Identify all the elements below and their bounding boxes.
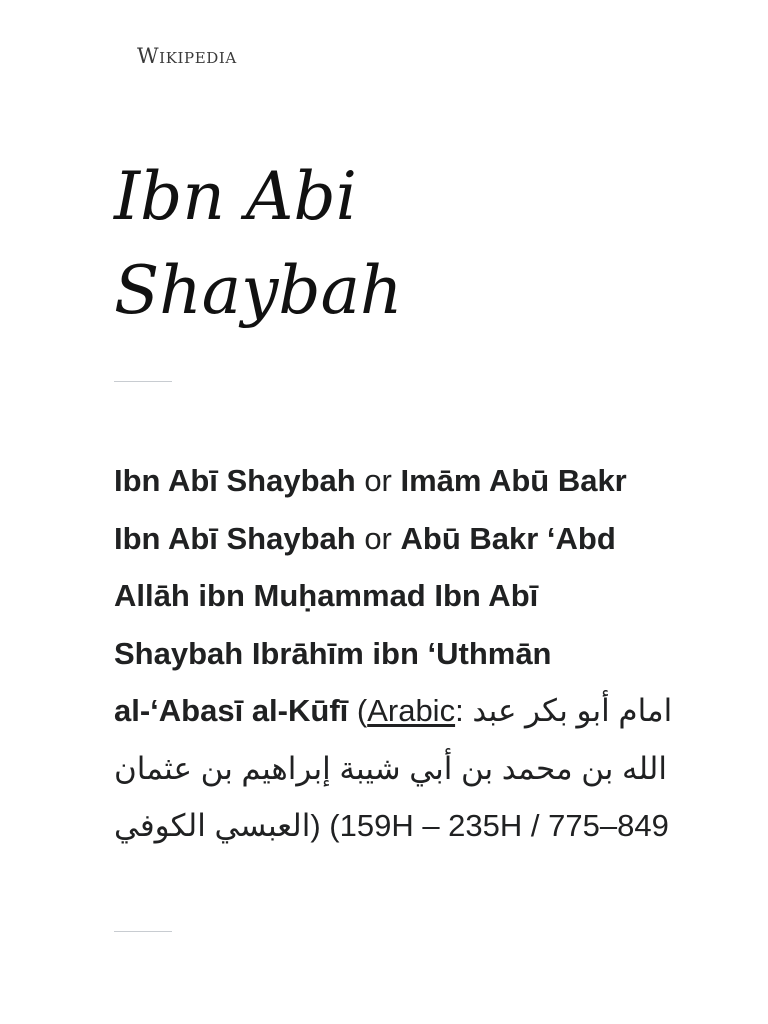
section-divider: [114, 931, 172, 932]
open-paren: (: [348, 693, 368, 728]
connector-or-1: or: [355, 463, 401, 498]
page-title: [114, 150, 674, 338]
name-variant-3: Abū Bakr ‘Abd Allāh ibn Muḥammad Ibn Abī Shaybah Ibrāhīm ibn ‘Uthmān al-‘Abasī al-Kūfī: [114, 520, 616, 728]
arabic-name: امام أبو بكر عبد الله بن محمد بن أبي شيبة إبراهيم بن عثمان العبسي الكوفي: [114, 693, 673, 843]
name-variant-1: Ibn Abī Shaybah: [114, 463, 356, 498]
colon: :: [455, 693, 473, 728]
arabic-language-link[interactable]: Arabic: [367, 693, 456, 728]
name-variant-2: Imām Abū Bakr Ibn Abī Shaybah: [114, 463, 627, 556]
lead-paragraph: [114, 452, 674, 855]
life-dates: ) (159H – 235H / 775–849: [310, 808, 669, 843]
connector-or-2: or: [355, 520, 401, 556]
title-divider: [114, 381, 172, 382]
page-title-line-2: Shaybah: [114, 252, 403, 329]
page-title-line-1: Ibn Abi: [114, 158, 357, 235]
wikipedia-wordmark[interactable]: Wikipedia: [137, 44, 237, 68]
